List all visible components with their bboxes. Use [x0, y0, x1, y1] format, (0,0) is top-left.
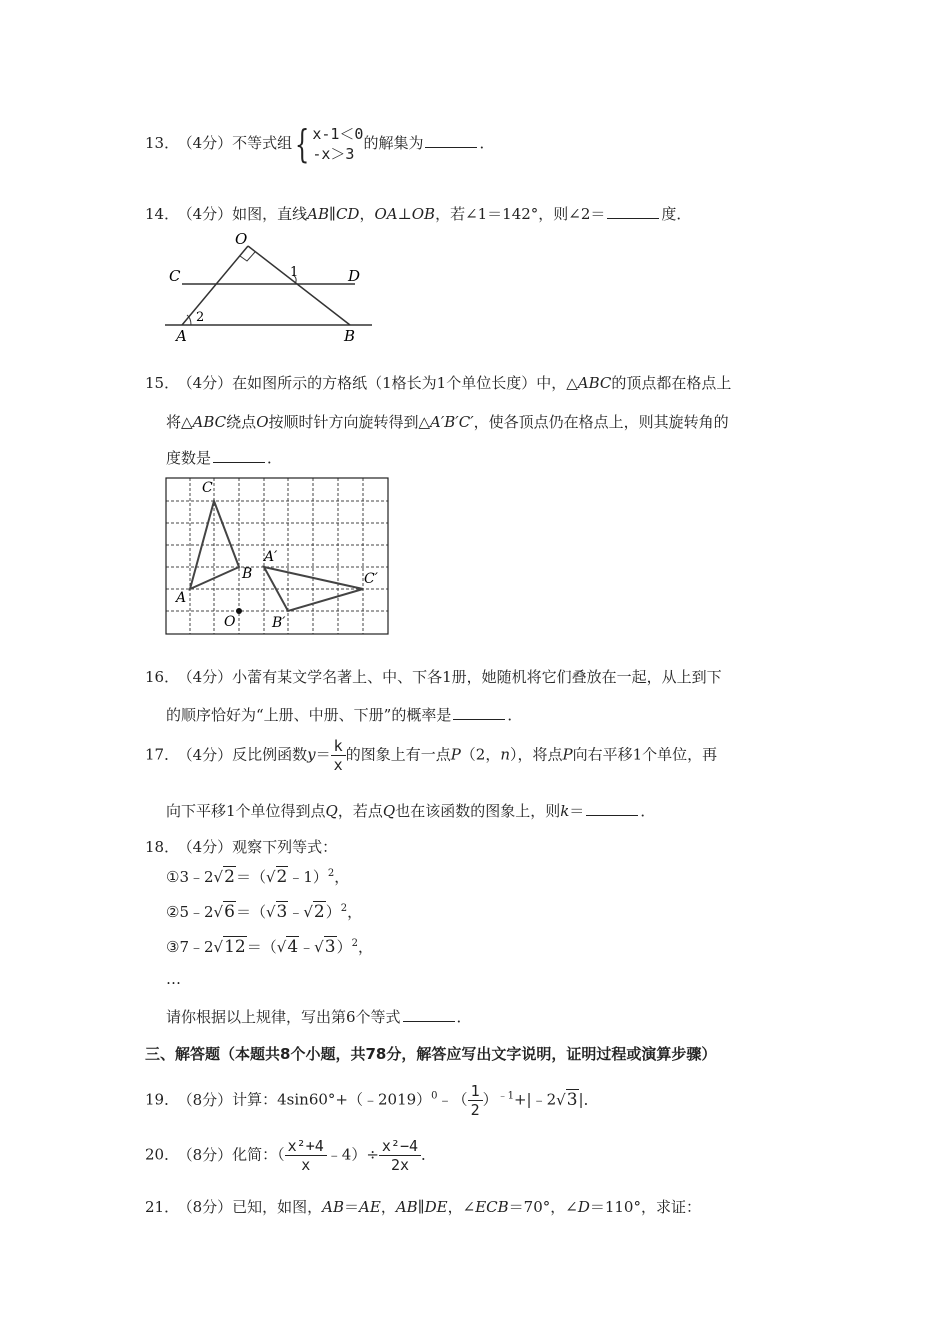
answer-blank[interactable] — [213, 448, 265, 463]
score: （4分） — [185, 134, 233, 152]
line-oa — [182, 246, 248, 325]
question-18: 18． （4分）观察下列等式： — [145, 838, 338, 856]
question-number: 13． — [145, 134, 180, 152]
equation-3: ③7﹣2√12＝（√4﹣√3）$^2$， — [166, 937, 373, 957]
fraction-2: $\frac{\text{x²−4}}{2x}$ — [379, 1137, 421, 1174]
center-point-o — [236, 608, 242, 614]
line-ob — [248, 246, 350, 325]
question-17-line2: 向下平移1个单位得到点Q，若点Q也在该函数的图象上，则k＝ ． — [166, 802, 656, 820]
section-heading: 三、解答题（本题共8个小题，共78分，解答应写出文字说明，证明过程或演算步骤） — [145, 1045, 717, 1063]
question-17-line1: 17． （4分）反比例函数y＝ $\frac{k}{x}$ 的图象上有一点P（2，n），将点P向右平移1个单位，再 — [145, 737, 718, 774]
label-o: O — [235, 230, 248, 248]
question-16-line2: 的顺序恰好为“上册、中册、下册”的概率是 ． — [166, 706, 523, 724]
question-15-line2: 将△ABC绕点O按顺时针方向旋转得到△A′B′C′，使各顶点仍在格点上，则其旋转角的 — [166, 413, 729, 431]
answer-blank[interactable] — [586, 801, 638, 816]
question-13: 13． （4分）不等式组{ x-1＜0 -x＞3 的解集为 ． — [145, 122, 495, 166]
label-o: O — [224, 614, 236, 630]
fraction-k-over-x: $\frac{k}{x}$ — [331, 737, 346, 774]
label-b-prime: B′ — [272, 615, 286, 631]
answer-blank[interactable] — [453, 705, 505, 720]
fraction-1: $\frac{\text{x²+4}}{x}$ — [285, 1137, 327, 1174]
equation-1: ①3﹣2√2＝（√2﹣1）$^2$， — [166, 867, 350, 887]
label-b: B — [344, 327, 356, 345]
label-b: B — [242, 566, 253, 582]
equation-2: ②5﹣2√6＝（√3﹣√2）$^2$， — [166, 902, 363, 922]
grid-rotation-figure — [164, 476, 392, 638]
question-16-line1: 16． （4分）小蕾有某文学名著上、中、下各1册，她随机将它们叠放在一起，从上到下 — [145, 668, 722, 686]
answer-blank[interactable] — [425, 133, 477, 148]
label-a: A — [176, 590, 187, 606]
angle-2-arc — [187, 315, 191, 325]
ellipsis: … — [166, 970, 181, 988]
question-15-line1: 15． （4分）在如图所示的方格纸（1格长为1个单位长度）中，△ABC的顶点都在格点上 — [145, 374, 732, 392]
label-c: C — [202, 480, 213, 496]
label-c-prime: C′ — [364, 571, 378, 587]
answer-blank[interactable] — [607, 204, 659, 219]
label-c: C — [169, 267, 181, 285]
parallel-lines-figure — [160, 228, 380, 348]
label-angle-1: 1 — [290, 265, 299, 280]
question-18-ask: 请你根据以上规律，写出第6个等式 ． — [166, 1008, 472, 1026]
answer-blank[interactable] — [403, 1007, 455, 1022]
brace-icon: { — [294, 122, 310, 166]
label-d: D — [348, 267, 361, 285]
question-20: 20． （8分）化简：（ $\frac{\text{x²+4}}{x}$ ﹣4）÷ $\frac{\text{x²−4}}{2x}$ ． — [145, 1137, 437, 1174]
question-14: 14． （4分）如图，直线AB∥CD，OA⊥OB，若∠1＝142°，则∠2＝ 度． — [145, 205, 692, 223]
label-angle-2: 2 — [196, 310, 205, 325]
fraction-one-half: $\frac{1}{2}$ — [468, 1082, 483, 1119]
question-15-line3: 度数是 ． — [166, 449, 283, 467]
inequality-system: x-1＜0 -x＞3 — [312, 125, 364, 163]
question-21: 21． （8分）已知，如图，AB＝AE，AB∥DE，∠ECB＝70°，∠D＝110°，求证： — [145, 1198, 701, 1216]
label-a: A — [176, 327, 187, 345]
question-19: 19． （8分）计算：4sin60°+（﹣2019）$^0$﹣（ $\frac{1}{2}$ ）$^{﹣1}$+|﹣2√3|． — [145, 1082, 599, 1119]
label-a-prime: A′ — [264, 549, 278, 565]
